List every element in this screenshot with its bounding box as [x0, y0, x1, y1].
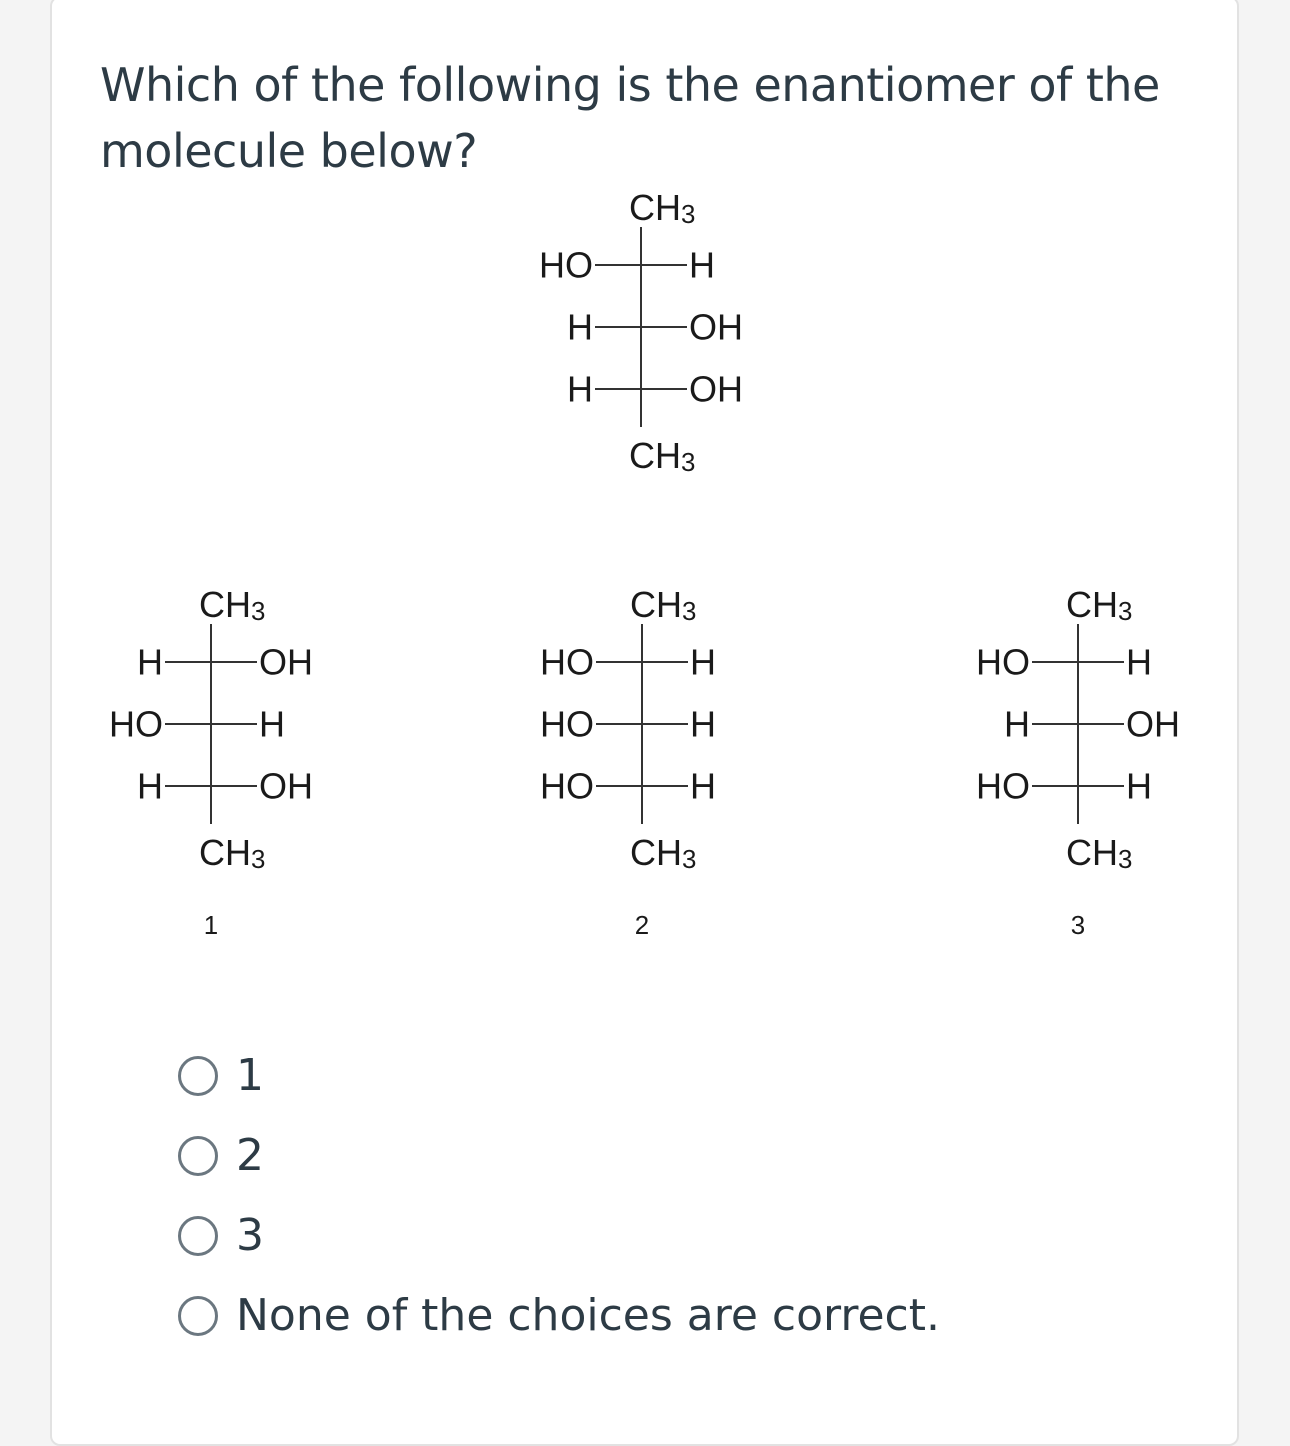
left-substituent: H [567, 306, 593, 348]
option-label: None of the choices are correct. [236, 1290, 940, 1341]
left-substituent: H [137, 765, 163, 807]
left-substituent: H [1004, 703, 1030, 745]
bottom-substituent: $CH_3$ [630, 831, 697, 874]
right-substituent: OH [689, 368, 743, 410]
right-substituent: H [690, 641, 716, 683]
option-label: 2 [236, 1130, 264, 1181]
right-substituent: H [1126, 641, 1152, 683]
structure-number: 2 [634, 912, 650, 940]
choice-molecule-3 [976, 584, 1180, 941]
option-2[interactable] [178, 1130, 264, 1181]
left-substituent: HO [976, 641, 1030, 683]
option-label: 1 [236, 1050, 264, 1101]
right-substituent: OH [689, 306, 743, 348]
top-substituent: $CH_3$ [1066, 583, 1133, 626]
given-molecule [539, 187, 743, 478]
question-text: Which of the following is the enantiomer of the molecule below? [100, 58, 1160, 178]
bottom-substituent: $CH_3$ [199, 831, 266, 874]
right-substituent: OH [1126, 703, 1180, 745]
right-substituent: H [689, 244, 715, 286]
choice-molecule-1 [109, 584, 313, 941]
bottom-substituent: $CH_3$ [1066, 831, 1133, 874]
left-substituent: HO [539, 244, 593, 286]
radio-button[interactable] [178, 1296, 218, 1336]
left-substituent: HO [540, 765, 594, 807]
right-substituent: H [690, 703, 716, 745]
right-substituent: H [259, 703, 285, 745]
radio-button[interactable] [178, 1216, 218, 1256]
left-substituent: HO [540, 641, 594, 683]
top-substituent: $CH_3$ [630, 583, 697, 626]
option-none[interactable] [178, 1290, 940, 1341]
left-substituent: HO [109, 703, 163, 745]
structure-number: 3 [1070, 912, 1086, 940]
right-substituent: H [1126, 765, 1152, 807]
right-substituent: OH [259, 765, 313, 807]
top-substituent: $CH_3$ [629, 186, 696, 229]
choice-molecule-2 [540, 584, 716, 941]
right-substituent: H [690, 765, 716, 807]
left-substituent: H [567, 368, 593, 410]
left-substituent: HO [540, 703, 594, 745]
bottom-substituent: $CH_3$ [629, 434, 696, 477]
left-substituent: H [137, 641, 163, 683]
right-substituent: OH [259, 641, 313, 683]
option-label: 3 [236, 1210, 264, 1261]
structure-number: 1 [203, 912, 219, 940]
left-substituent: HO [976, 765, 1030, 807]
option-3[interactable] [178, 1210, 264, 1261]
radio-button[interactable] [178, 1056, 218, 1096]
top-substituent: $CH_3$ [199, 583, 266, 626]
option-1[interactable] [178, 1050, 264, 1101]
radio-button[interactable] [178, 1136, 218, 1176]
